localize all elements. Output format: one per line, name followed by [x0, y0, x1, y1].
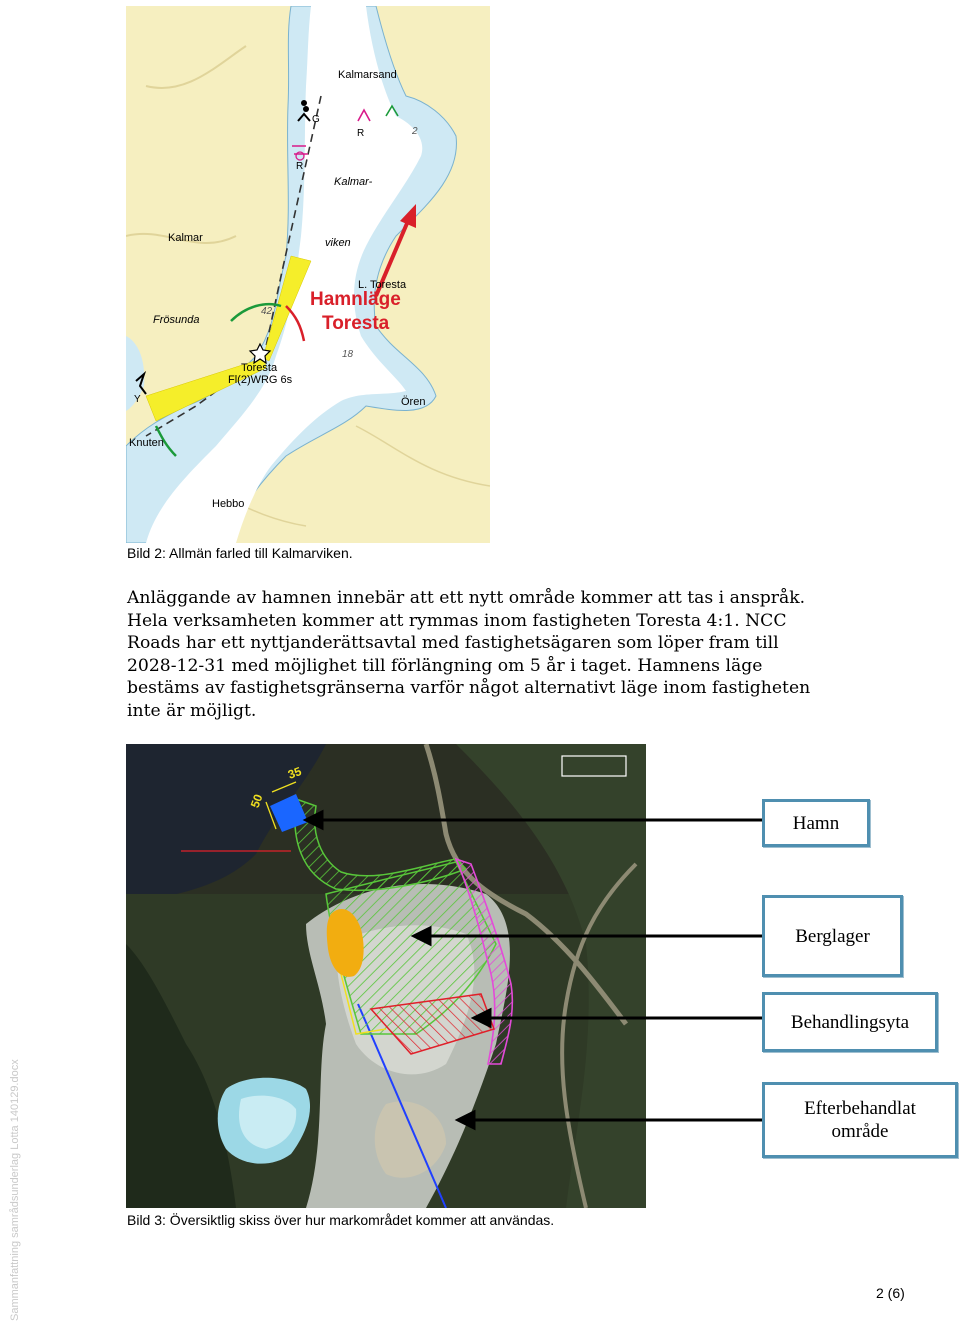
paragraph-line: inte är möjligt. [127, 700, 257, 721]
label-efterbehandlat-omrade [762, 1082, 958, 1158]
depth-42: 42 [261, 306, 273, 317]
label-efterbehandlat-line-2: område [831, 1121, 889, 1142]
document-filename-margin: Sammanfattning samrådsunderlag Lotta 140129.docx [9, 1059, 21, 1321]
nautical-chart [126, 6, 490, 543]
paragraph-line: 2028-12-31 med möjlighet till förlängning om 5 år i taget. Hamnens läge [127, 655, 763, 676]
aerial-photo [126, 744, 646, 1208]
place-label-knuten: Knuten [129, 437, 164, 449]
caption-bild-2: Bild 2: Allmän farled till Kalmarviken. [127, 545, 353, 561]
buoy-mark-g: G [312, 114, 320, 125]
depth-2: 2 [412, 126, 418, 137]
light-characteristic: Fl(2)WRG 6s [228, 374, 293, 386]
paragraph-line: Anläggande av hamnen innebär att ett nytt område kommer att tas i anspråk. [127, 588, 806, 608]
depth-18: 18 [342, 349, 354, 360]
place-label-l-toresta: L. Toresta [358, 279, 407, 291]
place-label-kalmarsand: Kalmarsand [338, 69, 397, 81]
label-behandlingsyta: Behandlingsyta [762, 992, 938, 1052]
label-berglager: Berglager [762, 895, 903, 977]
label-efterbehandlat-line-1: Efterbehandlat [804, 1098, 916, 1119]
caption-bild-3: Bild 3: Översiktlig skiss över hur markområdet kommer att användas. [127, 1212, 555, 1228]
paragraph-line: Roads har ett nyttjanderättsavtal med fastighetsägaren som löper fram till [127, 633, 779, 654]
place-label-frosunda: Frösunda [153, 314, 200, 326]
label-hamn: Hamn [762, 799, 870, 847]
dimension-label-35: 35 [286, 764, 304, 782]
buoy-mark-r-2: R [296, 161, 304, 172]
paragraph-line: bestäms av fastighetsgränserna varför något alternativt läge inom fastigheten [127, 678, 811, 699]
place-label-kalmar: Kalmar [168, 232, 203, 244]
paragraph-line: Hela verksamheten kommer att rymmas inom fastigheten Toresta 4:1. NCC [127, 610, 787, 631]
place-label-kalmarviken: Kalmar- [334, 176, 373, 188]
nautical-chart-drawing [126, 6, 490, 543]
hamnlage-label-2: Toresta [322, 313, 390, 334]
aerial-photo-drawing [126, 744, 646, 1208]
place-label-toresta: Toresta [241, 362, 278, 374]
buoy-mark-y: Y [134, 394, 141, 405]
hamnlage-label: Hamnläge [310, 289, 401, 310]
buoy-mark-r: R [357, 128, 365, 139]
place-label-kalmarviken-2: viken [325, 237, 351, 249]
place-label-oren: Ören [401, 396, 426, 408]
page-number: 2 (6) [876, 1285, 905, 1301]
body-paragraph [127, 587, 810, 723]
dimension-label-50: 50 [247, 792, 266, 810]
place-label-hebbo: Hebbo [212, 498, 245, 510]
